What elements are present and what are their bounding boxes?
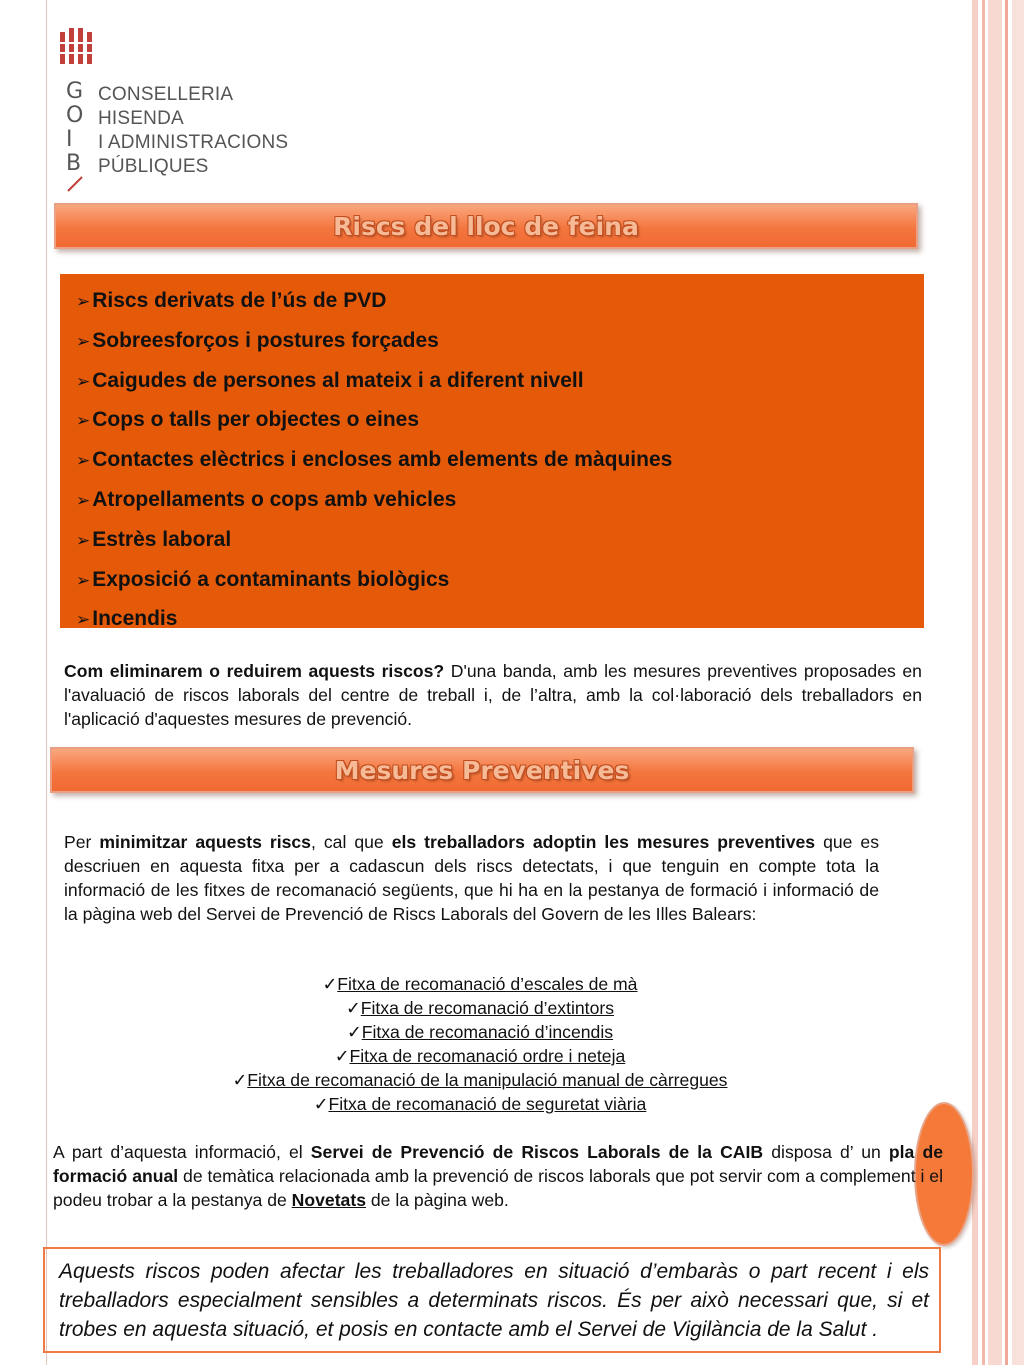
logo-letter: G: [66, 79, 84, 104]
measures-emphasis: minimitzar aquests riscs: [99, 832, 311, 852]
check-icon: ✓: [313, 1094, 329, 1114]
risks-section-title: Riscs del lloc de feina: [333, 212, 639, 241]
logo-letter: B: [66, 151, 82, 176]
recommendation-link[interactable]: [0, 1044, 960, 1068]
arrow-bullet-icon: ➢: [76, 570, 91, 590]
risk-item: [76, 521, 924, 561]
training-text: A part d’aquesta informació, el: [53, 1142, 311, 1162]
training-text: de la pàgina web.: [365, 1190, 509, 1210]
goib-logo-icon: [60, 28, 92, 64]
risk-label: Riscs derivats de l’ús de PVD: [92, 289, 387, 312]
risk-item: [76, 561, 924, 601]
training-text: disposa d’ un: [763, 1142, 889, 1162]
logo-letter: I: [66, 127, 73, 152]
novetats-link[interactable]: Novetats: [291, 1190, 366, 1210]
side-stripe: [988, 0, 1002, 1365]
risk-label: Cops o talls per objectes o eines: [92, 408, 420, 432]
check-icon: ✓: [346, 1022, 362, 1042]
risk-label: Estrès laboral: [92, 527, 232, 551]
measures-text: Per: [64, 832, 100, 852]
measures-text: , cal que: [310, 832, 392, 852]
measures-paragraph: [64, 830, 879, 926]
arrow-bullet-icon: ➢: [76, 292, 91, 311]
link-label: Fitxa de recomanació de la manipulació manual de càrregues: [247, 1070, 728, 1090]
training-paragraph: [53, 1140, 943, 1212]
goib-letters: [66, 80, 90, 176]
check-icon: ✓: [232, 1070, 248, 1090]
arrow-bullet-icon: ➢: [76, 451, 91, 471]
risk-item: [76, 282, 924, 322]
risk-item: [76, 401, 924, 441]
department-line: HISENDA: [98, 108, 184, 129]
check-icon: ✓: [345, 998, 361, 1018]
logo-letter: O: [66, 103, 84, 128]
side-stripe: [1005, 0, 1008, 1365]
arrow-bullet-icon: ➢: [76, 530, 91, 550]
risk-item: [76, 481, 924, 521]
recommendation-link[interactable]: [0, 1092, 960, 1116]
recommendation-link[interactable]: [0, 972, 960, 996]
risk-label: Contactes elèctrics i encloses amb elements de màquines: [92, 448, 673, 472]
training-emphasis: Servei de Prevenció de Riscos Laborals de la CAIB: [310, 1142, 764, 1162]
measures-emphasis: els treballadors adoptin les mesures preventives: [391, 832, 816, 852]
health-notice-box: [43, 1247, 941, 1353]
arrow-bullet-icon: ➢: [76, 490, 91, 510]
department-line: CONSELLERIA: [98, 84, 234, 105]
recommendation-link[interactable]: [0, 996, 960, 1020]
side-stripe: [1012, 0, 1024, 1365]
arrow-bullet-icon: ➢: [76, 371, 91, 391]
arrow-bullet-icon: ➢: [76, 331, 91, 351]
link-label: Fitxa de recomanació d’incendis: [361, 1022, 614, 1042]
link-label: Fitxa de recomanació d’escales de mà: [337, 974, 638, 994]
department-name: [98, 83, 288, 179]
logo-slash-icon: [66, 176, 84, 192]
intro-question: Com eliminarem o reduirem aquests riscos?: [64, 661, 445, 681]
check-icon: ✓: [322, 974, 338, 994]
department-line: PÚBLIQUES: [98, 156, 209, 177]
recommendation-link[interactable]: [0, 1020, 960, 1044]
risk-item: [76, 600, 924, 640]
risk-item: [76, 362, 924, 402]
left-border-line: [46, 0, 47, 1365]
check-icon: ✓: [334, 1046, 350, 1066]
arrow-bullet-icon: ➢: [76, 411, 91, 431]
risk-item: [76, 322, 924, 362]
health-notice-text: Aquests riscos poden afectar les treballadores en situació d’embaràs o part recent i els treballadors especialment sensibles a determinats riscos. És per això necessari que, si et trobes en aquesta situació, et posis en contacte amb el Servei de Vigilància de la Salut .: [59, 1260, 929, 1341]
intro-paragraph: [64, 659, 922, 731]
link-label: Fitxa de recomanació d’extintors: [360, 998, 615, 1018]
measures-section-header: [50, 747, 914, 793]
risk-list: [76, 282, 924, 640]
intro-text: D'una banda, amb les mesures preventives proposades en l'avaluació de riscos laborals del centre de treball i, de l’altra, amb la col·laboració dels treballadors en l'aplicació d'aquestes mesures de prevenció.: [64, 661, 922, 729]
training-emphasis: pla de formació anual: [53, 1142, 943, 1186]
link-label: Fitxa de recomanació de seguretat viària: [328, 1094, 647, 1114]
measures-section-title: Mesures Preventives: [334, 756, 630, 785]
recommendation-link[interactable]: [0, 1068, 960, 1092]
side-stripe: [982, 0, 985, 1365]
risk-label: Caigudes de persones al mateix i a diferent nivell: [92, 368, 584, 392]
risk-list-box: [60, 274, 924, 631]
department-line: I ADMINISTRACIONS: [98, 132, 289, 153]
recommendation-links: [0, 972, 960, 1116]
risk-label: Exposició a contaminants biològics: [92, 567, 450, 591]
risk-item: [76, 441, 924, 481]
training-text: de temàtica relacionada amb la prevenció de riscos laborals que pot servir com a complement i el podeu trobar a la pestanya de: [53, 1166, 943, 1210]
risk-label: Atropellaments o cops amb vehicles: [92, 487, 457, 511]
arrow-bullet-icon: ➢: [76, 610, 91, 630]
measures-text: que es descriuen en aquesta fitxa per a cadascun dels riscs detectats, i que tenguin en compte tota la informació de les fitxes de recomanació següents, que hi ha en la pestanya de formació i informació de la pàgina web del Servei de Prevenció de Riscs Laborals del Govern de les Illes Balears:: [64, 832, 880, 924]
risk-label: Incendis: [92, 607, 178, 631]
link-label: Fitxa de recomanació ordre i neteja: [349, 1046, 626, 1066]
risk-label: Sobreesforços i postures forçades: [92, 328, 439, 352]
risks-section-header: [54, 203, 918, 249]
